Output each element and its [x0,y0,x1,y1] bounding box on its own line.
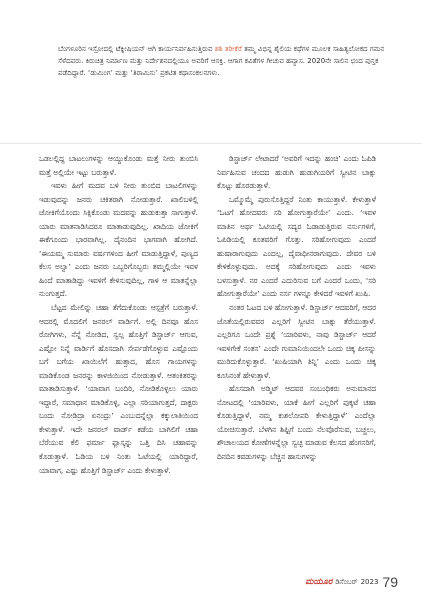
page-number: 79 [382,574,398,590]
issue-year: 2023 [360,578,379,586]
paragraph: ಒಮ್ಮೊಮ್ಮೆ ಪುರುಸೊತ್ತಿದ್ದರೆ ನಿಂತು ಕಾಯುತ್ತಾಳೆ. ಕೇಳುತ್ತಾಳೆ ‘ಓಟಗೆ ಹೋದವರು ಸರಿ ಹೋಗುತ್ತಾರೆಯೇ’ ಎಂದು. ‘ಇವಳ ಮಾತಿನ ಅರ್ಥ ಓಟಿಯಲ್ಲಿ ಸದ್ಯರ ಓಡಾಡುತ್ತಿರುವ ನರ್ಸುಗಳಿಗೆ, ಓಪಿಡಿಯಲ್ಲಿ ಕೂತವರಿಗೆ ಗೊತ್ತು. ಸರಿಹೋಗುವುದು ಎಂದರೆ ಹುಷಾರಾಗುವುದು ಎಂದಲ್ಲ, ದೈವಾಧೀನರಾಗುವುದು. ದೇವರ ಬಳಿ ಕೇಳಿಕೊಳ್ಳುವುದು. ಅದಕ್ಕೆ ಸರಿಹೋಗುವುದು ಎಂದು ಇವಳು ಬಳಸುತ್ತಾಳೆ. ನರ ಎಂದರೆ ಎದುರಿಸುವ ಬಗೆ ಎಂದರೆ ಒಂದು, ‘ಸರಿ ಹೋಗುತ್ತಾರೆಯೇ’ ಎಂದು ನರ್ಸ ಗಳನ್ನೂ ಕೇಳಿದರೆ ಇವಳಿಗೆ ಖುಷಿ. [217,194,376,299]
section-divider [0,143,422,144]
author-bio-text [58,43,394,80]
paragraph: ಬೆಟ್ಟದ ಮೇಲಿನ್ನು ಚಹಾ ತೆಗೆದುಕೊಂಡು ಆಸ್ಪತ್ರೆಗೆ ಬರುತ್ತಾಳೆ. ಆದರಲ್ಲಿ ಮೊದಲಿಗೆ ಜನರಲ್ ವಾರ್ಡಿಗೆ. ಅಲ್ಲಿ ದಿನವೂ ಹೊಸ ರೋಗಿಗಳು, ನೆನ್ನೆ ನೋಡಿದ, ಸ್ವಲ್ಪ ಹೊತ್ತಿಗೆ ಡಿಸ್ಚಾರ್ಜ್ ಆಗುವ, ಎಷ್ಟೋ ನಿನ್ನೆ ವಾರ್ಡಿಗೆ ಹೊಸದಾಗಿ ಸೇರ್ಪಡೆಗೊಳ್ಳುವ ಎಷ್ಟೊಂದು ಬಗೆ ಬಗೆಯ ಖಾಯಿಲೆಗೆ ಹುತ್ತಾದ, ಹೊಸ ಗಾಯಗಳನ್ನು ಮಾಡಿಕೊಂಡ ಜನರನ್ನು ಕಾಳಜಿಯಿಂದ ನೋಡುತ್ತಾಳೆ. ಆತಂಕಿತರನ್ನು ಮಾತಾಡಿಸುತ್ತಾಳೆ. ‘ಯಾವಾಗ ಬಂದಿರಿ, ನೋಡಿಕೊಳ್ಳಲು ಯಾರು ಇದ್ದಾರೆ, ಸಮಾಧಾನ ಮಾಡಿಕೊಳ್ಳಿ, ಎಲ್ಲಾ ಸರಿಯಾಗುತ್ತದೆ, ದಾಕ್ಟರು ಬಂದು ನೋಡಿದ್ರಾ ಏನಂದ್ರು’ ಎಂಬುದನ್ನೆಲ್ಲಾ ಕಕ್ಕುಲಾತಿಯಿಂದ ಕೇಳುತ್ತಾಳೆ. ಇದೇ ಜನರಲ್ ವಾರ್ಡ್ ಕಡೆಯ ಬಾಗಿಲಿಗೆ ಚಹಾ ಬೆರೆಯುವ ಕೆಲಿ ಫರ್ಮಾ ಫ್ಲಾಸ್ಕನ್ನು ಒತ್ತಿ ದಿಸಿ ಚಹಾವನ್ನು ಕೊಡುತ್ತಾಳೆ. ಓಡಿಯ ಬಳಿ ನಿಂತು ಓಟೆಯಲ್ಲಿ ಯಾರಿದ್ದಾರೆ, ಯಾವಾಗ, ಎಷ್ಟು ಹೊತ್ತಿಗೆ ಡಿಸ್ಚಾರ್ಜ್ ಎಂದು ಕೇಳುತ್ತಾಳೆ. [39,303,198,475]
paragraph: ಇವಳು ಹೀಗೆ ಮದವ ಬಳಿ ನೀರು ತುಂಬಿದ ಬಾಟಲಿಗಳನ್ನು ಇಡುವುದನ್ನು ಜನರು ಚಕಿತರಾಗಿ ನೋಡುತ್ತಾರೆ. ಖಾಲಿಬಳಿಲ್ಲಿ ಜೋಕಿಗೆಯೊಂದು ಸಿಕ್ಸಿಕೊಂಡು ಮದವನ್ನು ಹುಡುಕುತ್ತಾ ಸಾಗುತ್ತಾಳೆ. ಯಾರು ಮಾತನಾಡಿಸಿದರೂ ಮಾತಾಡುವುದಿಲ್ಲ. ಖಾದಿಯ ಜೋಕಿಗೆ ಈಕೆಗೂಂದು ಭಾರವಾಗಿಲ್ಲ. ದೈನಂದಿನ ಭಾಗವಾಗಿ ಹೋಗಿದೆ. ‘ಈಯಮ್ಮ ಸುಮಾರು ವರ್ಷಗಳಿಂದ ಹೀಗೆ ಮಾಡುತ್ತಿದ್ದಾಳೆ, ಪುಣ್ಯದ ಕೆಲಸ ಅಲ್ವಾ’ ಎಂದು ಜನರು ಒಬ್ಬರಿಗೊಬ್ಬರು ತಮ್ಮಲ್ಲಿಯೇ ಇವಳ ಹಿಂದೆ ಮಾತಾಡಿದ್ದು ಇವಳಿಗೆ ಕೇಳಿಸುವುದಿಲ್ಲ, ಗಾಳಿ ಆ ಮಾತನ್ನೆಲ್ಲಾ ನುಂಗುತ್ತದೆ. [39,181,198,299]
issue-month: ಡಿಸೆಂಬರ್ [335,577,358,586]
magazine-logo: ಮಯೂರ [305,577,333,587]
author-bio [58,43,394,80]
author-name: ಶಶಿ ತರೀಕೆರೆ [214,45,242,53]
paragraph: ಡಿಸ್ಚಾರ್ಜ್ ಲೇಟಾದರೆ ‘ಅವರಿಗೆ ಇದನ್ನು ಹಂಚಿ’ ಎಂದು ಓಪಿಡಿ ನಿರ್ವಹಿಸುವ ಚಂದದ ಹುಡುಗಿ ಹುಡುಗಿಯರಿಗೆ ಸ್ವೀಟಿನ ಬಾಕ್ಸು ಕೊಟ್ಟು ಹೊರಡುತ್ತಾಳೆ. [217,154,376,191]
page-footer [258,572,398,592]
author-bio-rest: ತಮ್ಮ ವಿಭಿನ್ನ ಶೈಲಿಯ ಕಥೆಗಳ ಮೂಲಕ ಸಾಹಿತ್ಯಲೋಕದ ಗಮನ ಸೆಳೆದವರು. ಕಿರುಚಿತ್ರ ನಿರ್ಮಾಣ ಮತ್ತು ನಿರ್ದೇಶನದಲ್ಲಿಯೂ ಅವರಿಗೆ ಆಸಕ್ತಿ. ಆಗಾಗ ಕವಿತೆಗಳ ಗೀಚುವ ಹವ್ಯಾಸ. 2020ನೇ ಸಾಲಿನ ಛಂದ ಪುಸ್ತಕ ಪಡೆದಿದ್ದಾರೆ. ‘ಡುಮಿಂಗ’ ಮತ್ತು ‘ತಿರಾಮಿಸು’ ಪ್ರಕಟಿತ ಕಥಾಸಂಕಲನಗಳು. [58,45,385,78]
article-column-right [217,152,376,464]
article-column-left [39,152,198,477]
author-bio-lead: ಬೆಂಗಳೂರಿನ ಇಸ್ರೋದಲ್ಲಿ ಟೆಕ್ನೀಷಿಯನ್ ಆಗಿ ಕಾರ್ಯನಿರ್ವಹಿಸುತ್ತಿರುವ [58,45,213,53]
paragraph: ನಂತರ ಓಟದ ಬಳಿ ಹೋಗುತ್ತಾಳೆ. ಡಿಸ್ಚಾರ್ಜ್ ಆದವರಿಗೆ, ಆದರ ಜೊತೆಯಲ್ಲಿರುವವರ ಎಲ್ಲರಿಗೆ ಸ್ವೀಟಿನ ಬಾಕ್ಸು ತೆರೆಯುತ್ತಾಳೆ. ಎಲ್ಲರಿಗೂ ಒಂದೇ ಪ್ರಶ್ನೆ ‘ಯಾರಿವಳು, ನಾವು ಡಿಸ್ಚಾರ್ಜ್ ಆದರೆ ಇವಳಿಗೇಕೆ ಸಂತಸ’ ಎಂದೇ ಗುಮಾನಿಯಿಂದಲೇ ಒಂದು ಚಿಕ್ಕ ಪೀಸನ್ನು ಮುರಿದುಕೊಳ್ಳುತ್ತಾರೆ. ‘ಖುಷಿಯಾಗಿ ತಿನ್ನಿ’ ಎಂದು ಒಂದು ಚಿಕ್ಕ ಕೂಸಿನಂತೆ ಹೇಳುತ್ತಾಳೆ. [217,303,376,380]
paragraph: ಒಡಲಲ್ಲಿದ್ದ ಬಾಟಲುಗಳನ್ನು ಆಯ್ದುಕೊಂಡು ಮತ್ತೆ ನೀರು ತುಂಬಿಸಿ ಮತ್ತೆ ಅಲ್ಲಿಯೇ ಇಟ್ಟು ಬರುತ್ತಾಳೆ. [39,154,198,177]
paragraph: ಹೊಸದಾಗಿ ಅಡ್ಮಿಟ್ ಆದವರ ಸಂಬಂಧಿಕರು ಅನುಮಾನದ ನೋಟದಲ್ಲಿ ‘ಯಾರಿವಳು, ಯಾಕೆ ಹೀಗೆ ಎಲ್ಲರಿಗೆ ಪುಕ್ಕಟೆ ಚಹಾ ಕೊಡುತ್ತಿದ್ದಾಳೆ, ನಮ್ಮ ಕುಶಲೋಪರಿ ಕೇಳುತ್ತಿದ್ದಾಳೆ’ ಎಂದೆಲ್ಲಾ ಯೋಚಿಸುತ್ತಾರೆ. ಬೆಳಗಿನ ಶಿಫ್ಟಿಗೆ ಬಂದು ನೆಲವೊರೆಸುವ, ಬಚ್ಚಲು, ಶೌಚಾಲಯದ ಕೋಣೆಗಳನ್ನೆಲ್ಲಾ ಸ್ವಚ್ಛ ಮಾಡುವ ಕೆಲಸದ ಹೆಂಗಸರಿಗೆ, ದಿನದಿನ ಕವಡುಗಳನ್ನು ಬೆಚ್ಚಿನ ಹಾಸುಗಳನ್ನು [217,384,376,462]
